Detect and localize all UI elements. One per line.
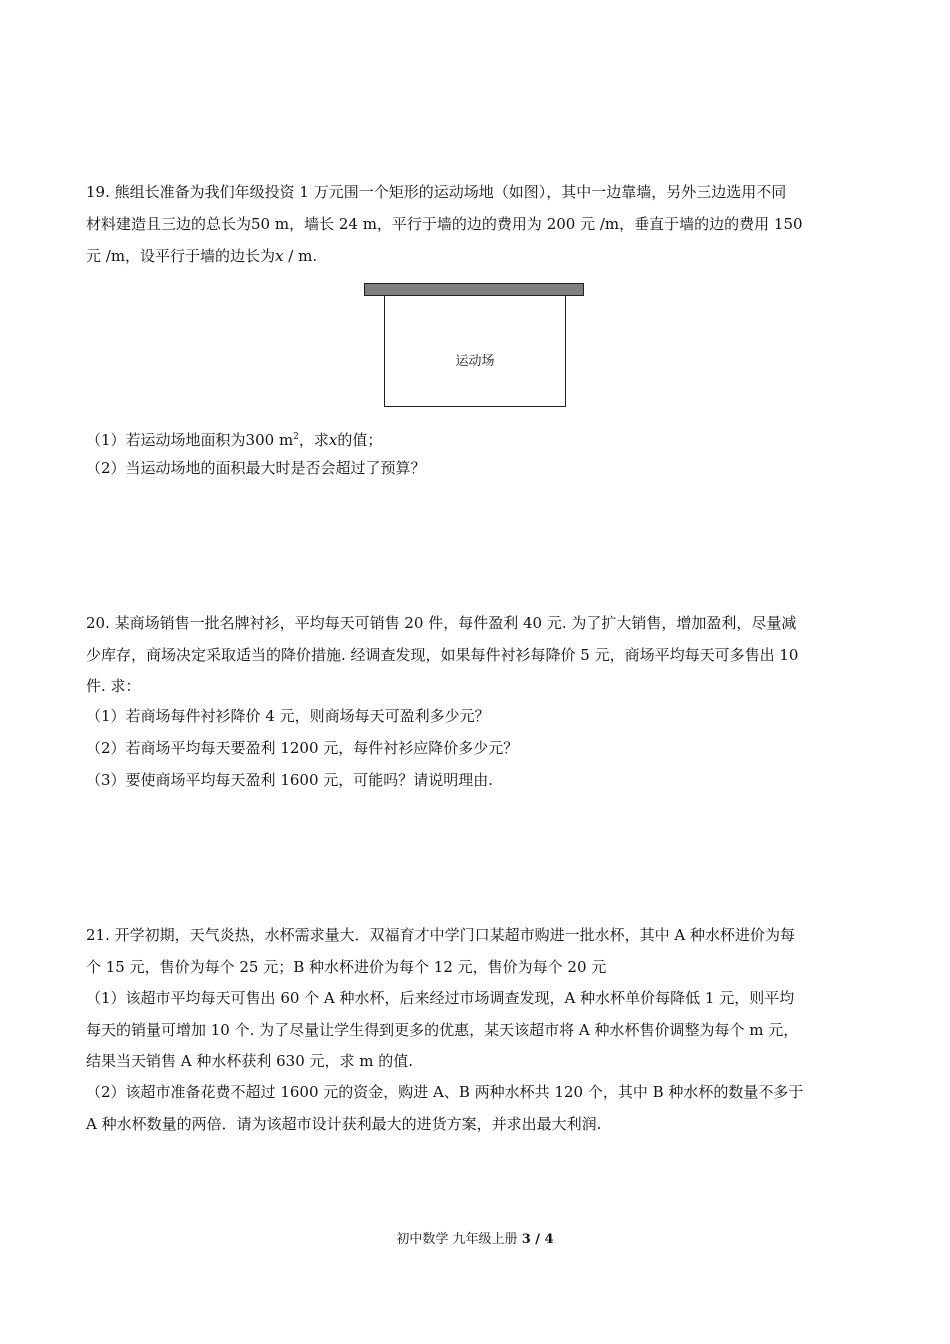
q19-line-1: 19. 熊组长准备为我们年级投资 1 万元围一个矩形的运动场地（如图），其中一边靠墙，另外三边选用不同 — [86, 183, 787, 201]
q21-line-1: 21. 开学初期，天气炎热，水杯需求量大．双福育才中学门口某超市购进一批水杯，其中 A 种水杯进价为每 — [86, 926, 795, 944]
q21-sub-2-line-2: A 种水杯数量的两倍．请为该超市设计获利最大的进货方案，并求出最大利润. — [86, 1115, 602, 1133]
page-number: 3 / 4 — [521, 1232, 554, 1247]
q20-line-3: 件. 求： — [86, 677, 141, 695]
q20-line-2: 少库存，商场决定采取适当的降价措施. 经调查发现，如果每件衬衫每降价 5 元，商场平均每天可多售出 10 — [86, 646, 799, 664]
q19-sub-2: （2）当运动场地的面积最大时是否会超过了预算？ — [86, 459, 426, 477]
q21-sub-1-line-2: 每天的销量可增加 10 个. 为了尽量让学生得到更多的优惠，某天该超市将 A 种水杯售价调整为每个 m 元， — [86, 1021, 799, 1039]
q21-line-2: 个 15 元，售价为每个 25 元；B 种水杯进价为每个 12 元，售价为每个 20 元 — [86, 958, 607, 976]
sports-field-diagram — [364, 283, 586, 409]
page-footer — [0, 1228, 950, 1247]
field-label: 运动场 — [455, 354, 495, 369]
q20-sub-1: （1）若商场每件衬衫降价 4 元，则商场每天可盈利多少元？ — [86, 707, 490, 725]
q20-line-1: 20. 某商场销售一批名牌衬衫，平均每天可销售 20 件，每件盈利 40 元. 为了扩大销售，增加盈利，尽量减 — [86, 614, 797, 632]
q19-line-2: 材料建造且三边的总长为50 m，墙长 24 m，平行于墙的边的费用为 200 元 /m，垂直于墙的边的费用 150 — [86, 215, 803, 233]
wall-bar — [364, 283, 584, 296]
q21-sub-1-line-3: 结果当天销售 A 种水杯获利 630 元，求 m 的值. — [86, 1052, 414, 1070]
q21-sub-2-line-1: （2）该超市准备花费不超过 1600 元的资金，购进 A、B 两种水杯共 120 个，其中 B 种水杯的数量不多于 — [86, 1083, 804, 1101]
q19-sub-1: （1）若运动场地面积为300 $m^2$，求x的值； — [86, 431, 383, 449]
footer-text: 初中数学 九年级上册 — [396, 1232, 522, 1247]
field-rectangle — [384, 296, 566, 407]
q20-sub-3: （3）要使商场平均每天盈利 1600 元，可能吗？请说明理由. — [86, 771, 494, 789]
q21-sub-1-line-1: （1）该超市平均每天可售出 60 个 A 种水杯，后来经过市场调查发现，A 种水杯单价每降低 1 元，则平均 — [86, 989, 795, 1007]
q20-sub-2: （2）若商场平均每天要盈利 1200 元，每件衬衫应降价多少元？ — [86, 739, 519, 757]
q19-line-3: 元 /m，设平行于墙的边长为x / m. — [86, 247, 318, 265]
